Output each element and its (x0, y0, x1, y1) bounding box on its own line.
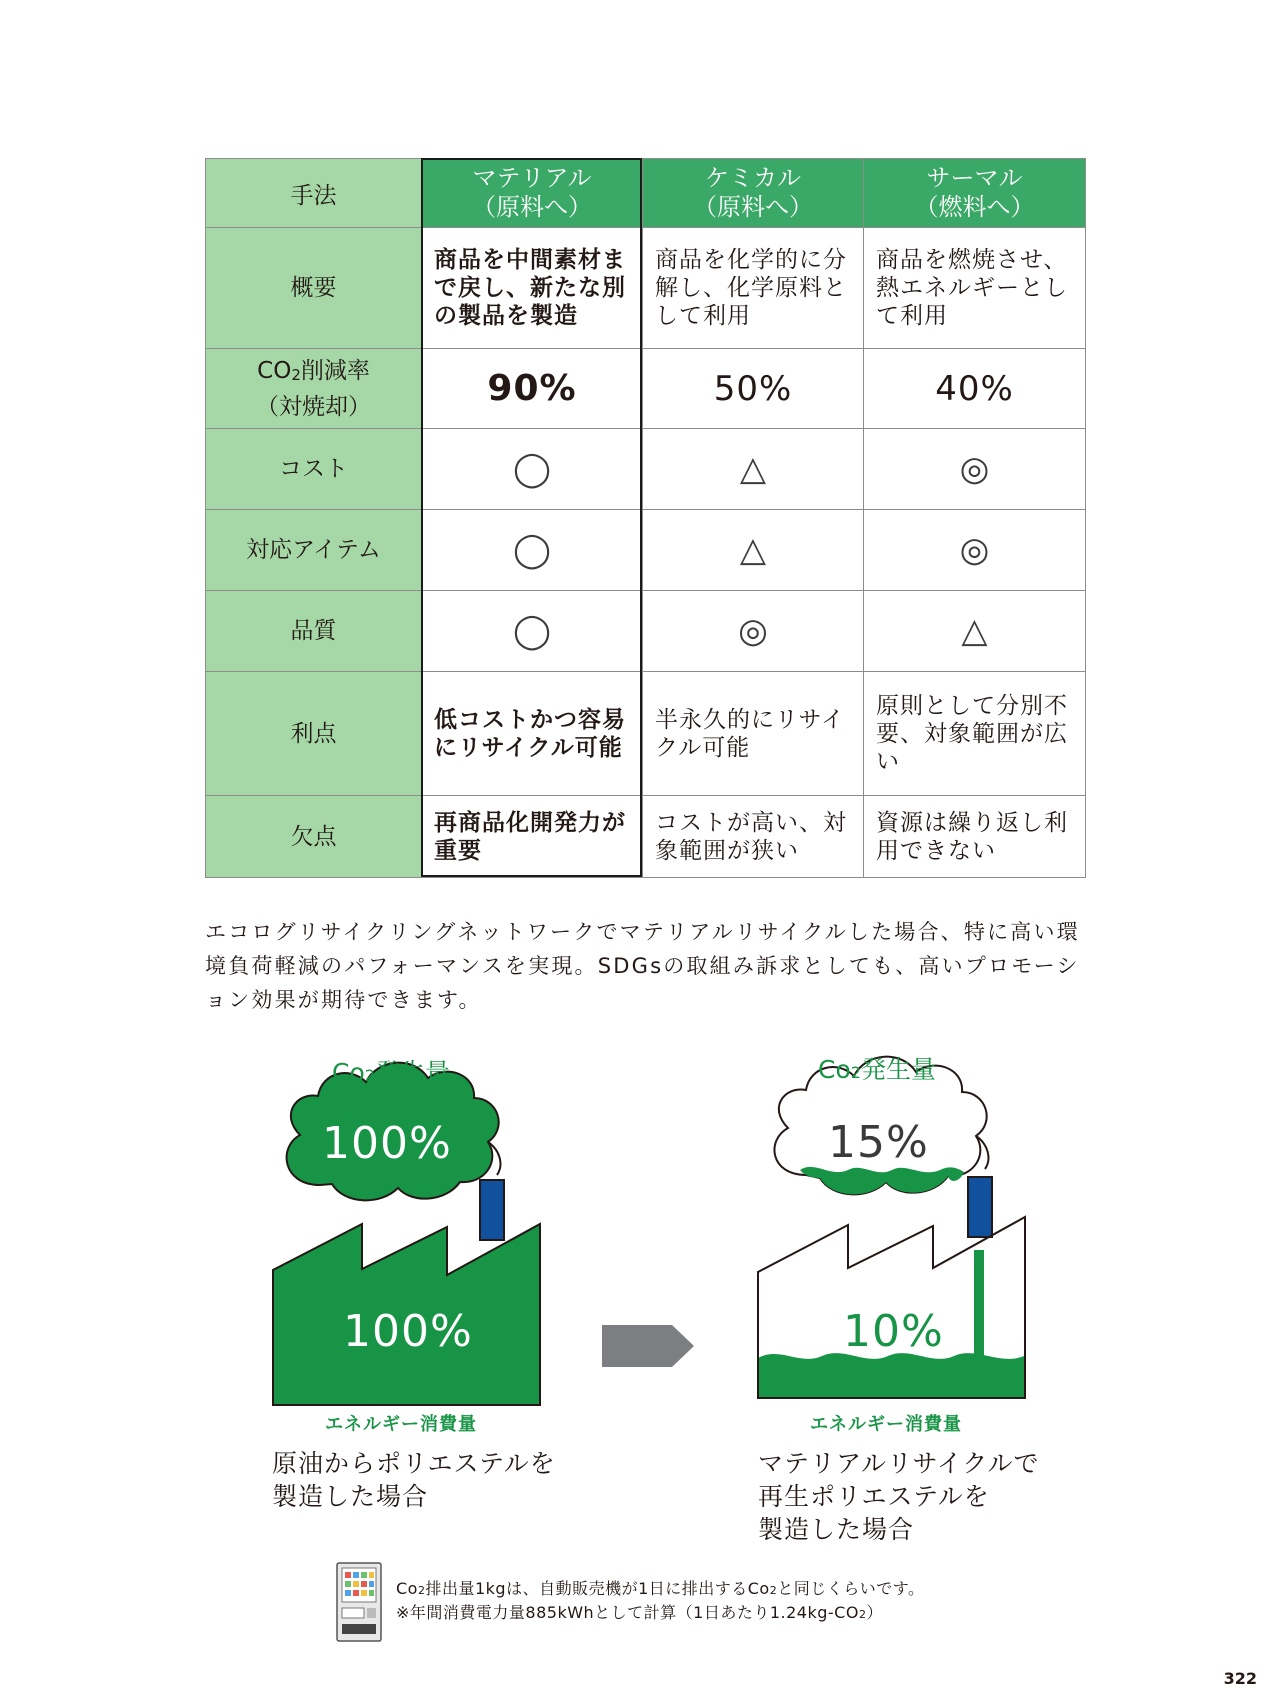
header-material-line1: マテリアル (472, 164, 592, 192)
note-l1-c: と同じくらいです。 (777, 1579, 925, 1598)
right-factory-value: 10% (843, 1306, 944, 1357)
row-label-demerit: 欠点 (206, 796, 422, 878)
left-caption-line2: 製造した場合 (272, 1482, 429, 1511)
left-caption (272, 1447, 556, 1513)
cell-overview-chemical: 商品を化学的に分解し、化学原料として利用 (643, 228, 864, 349)
cell-merit-thermal: 原則として分別不要、対象範囲が広い (864, 672, 1086, 796)
note-l1-a: Co (396, 1579, 418, 1598)
row-label-quality: 品質 (206, 591, 422, 672)
cell-demerit-chemical: コストが高い、対象範囲が狭い (643, 796, 864, 878)
cell-overview-thermal: 商品を燃焼させ、熱エネルギーとして利用 (864, 228, 1086, 349)
header-chemical-line2: （原料へ） (693, 193, 813, 221)
vending-machine-icon (337, 1563, 381, 1641)
note-l1-b: 排出量1kgは、自動販売機が1日に排出するCo (425, 1579, 770, 1598)
note-l1-sub2: 2 (769, 1584, 778, 1597)
row-label-items: 対応アイテム (206, 510, 422, 591)
left-factory-value: 100% (343, 1306, 473, 1357)
row-label-cost: コスト (206, 429, 422, 510)
cell-merit-material: 低コストかつ容易にリサイクル可能 (422, 672, 643, 796)
cell-merit-chemical: 半永久的にリサイクル可能 (643, 672, 864, 796)
left-co2-label-sub: 2 (364, 1066, 375, 1085)
right-caption (758, 1447, 1040, 1546)
left-cloud-value: 100% (322, 1118, 452, 1169)
cell-items-material: ◯ (422, 510, 643, 591)
cell-demerit-material: 再商品化開発力が重要 (422, 796, 643, 878)
header-thermal-line2: （燃料へ） (914, 193, 1035, 221)
left-co2-label-rest: 発生量 (374, 1058, 450, 1087)
left-co2-label (332, 1053, 450, 1089)
left-energy-label: エネルギー消費量 (325, 1414, 477, 1435)
co2-label-line2: （対焼却） (256, 393, 371, 420)
row-label-overview: 概要 (206, 228, 422, 349)
header-method: 手法 (206, 159, 422, 228)
cell-items-thermal: ◎ (864, 510, 1086, 591)
right-co2-label-rest: 発生量 (860, 1055, 936, 1084)
right-caption-line3: 製造した場合 (758, 1515, 915, 1544)
cell-items-chemical: △ (643, 510, 864, 591)
co2-label-main: CO (257, 357, 292, 384)
right-chimney-icon (968, 1177, 992, 1237)
co2-label-rest: 削減率 (300, 357, 370, 384)
right-co2-label-sub: 2 (850, 1063, 861, 1082)
header-material-line2: （原料へ） (472, 193, 592, 221)
right-energy-bar (974, 1250, 984, 1360)
cell-cost-thermal: ◎ (864, 429, 1086, 510)
cell-co2-material: 90% (422, 349, 643, 429)
arrow-right-icon (602, 1325, 694, 1367)
cell-co2-chemical: 50% (643, 349, 864, 429)
co2-label-sub: 2 (291, 365, 301, 384)
right-cloud-value: 15% (828, 1117, 929, 1168)
description-paragraph: エコログリサイクリングネットワークでマテリアルリサイクルした場合、特に高い環境負荷軽減のパフォーマンスを実現。SDGsの取組み訴求としても、高いプロモーション効果が期待できます。 (205, 920, 1080, 1012)
page-number: 322 (1223, 1669, 1257, 1688)
cell-overview-material: 商品を中間素材まで戻し、新たな別の製品を製造 (422, 228, 643, 349)
right-caption-line1: マテリアルリサイクルで (758, 1449, 1040, 1478)
note-l2-a: ※年間消費電力量885kWhとして計算（1日あたり1.24kg-CO (396, 1603, 859, 1622)
note-l2-b: ） (866, 1603, 883, 1622)
cell-demerit-thermal: 資源は繰り返し利用できない (864, 796, 1086, 878)
header-chemical-line1: ケミカル (705, 164, 801, 192)
note-l2-sub: 2 (858, 1608, 867, 1621)
right-co2-label (818, 1050, 936, 1086)
header-thermal-line1: サーマル (926, 164, 1023, 192)
footnote (396, 1578, 924, 1626)
right-caption-line2: 再生ポリエステルを (758, 1482, 990, 1511)
left-caption-line1: 原油からポリエステルを (272, 1449, 556, 1478)
right-energy-fill (758, 1353, 1024, 1398)
left-co2-label-main: Co (332, 1058, 365, 1087)
cell-quality-chemical: ◎ (643, 591, 864, 672)
right-co2-label-main: Co (818, 1055, 851, 1084)
cell-quality-thermal: △ (864, 591, 1086, 672)
cell-quality-material: ◯ (422, 591, 643, 672)
row-label-merit: 利点 (206, 672, 422, 796)
cell-co2-thermal: 40% (864, 349, 1086, 429)
note-l1-sub1: 2 (417, 1584, 426, 1597)
right-energy-label: エネルギー消費量 (810, 1414, 962, 1435)
left-chimney-icon (480, 1180, 504, 1240)
cell-cost-material: ◯ (422, 429, 643, 510)
cell-cost-chemical: △ (643, 429, 864, 510)
